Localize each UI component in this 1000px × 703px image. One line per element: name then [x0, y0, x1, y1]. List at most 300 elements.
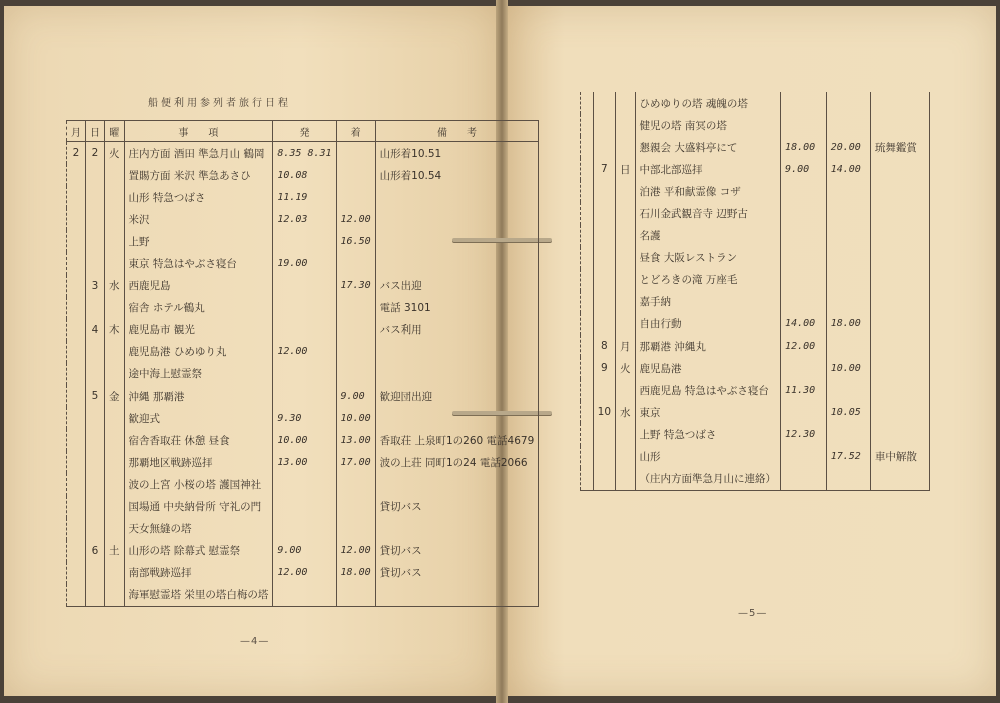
header-arrive: 着 — [336, 121, 375, 142]
cell-item: 名護 — [635, 225, 781, 247]
cell-item: 那覇港 沖縄丸 — [635, 335, 781, 357]
cell-arrive: 9.00 — [336, 385, 375, 407]
cell-weekday — [105, 518, 125, 540]
cell-month — [581, 335, 594, 357]
cell-month — [67, 496, 86, 518]
cell-note — [870, 335, 929, 357]
table-row — [581, 114, 930, 136]
cell-month — [67, 252, 86, 274]
header-item: 事 項 — [124, 121, 273, 142]
cell-depart — [781, 357, 827, 379]
cell-note — [870, 313, 929, 335]
table-row — [581, 379, 930, 401]
table-row — [67, 230, 539, 252]
cell-note: バス出迎 — [375, 275, 539, 297]
cell-arrive — [826, 335, 870, 357]
cell-arrive — [336, 164, 375, 186]
table-row — [581, 468, 930, 491]
cell-day — [593, 180, 615, 202]
table-row — [581, 313, 930, 335]
cell-note — [375, 473, 539, 495]
cell-arrive — [336, 496, 375, 518]
cell-item: 山形の塔 除幕式 慰霊祭 — [124, 540, 273, 562]
cell-arrive — [826, 225, 870, 247]
cell-depart — [273, 275, 336, 297]
cell-weekday — [616, 180, 636, 202]
cell-day — [593, 247, 615, 269]
cell-note — [870, 357, 929, 379]
cell-arrive — [826, 180, 870, 202]
cell-note: 貸切バス — [375, 540, 539, 562]
cell-arrive — [826, 468, 870, 491]
table-row — [581, 446, 930, 468]
cell-item: 那覇地区戦跡巡拝 — [124, 451, 273, 473]
cell-month — [67, 297, 86, 319]
table-row — [67, 252, 539, 274]
cell-item: 海軍慰霊塔 栄里の塔白梅の塔 — [124, 584, 273, 607]
cell-day — [593, 313, 615, 335]
cell-month — [67, 473, 86, 495]
cell-item: （庄内方面準急月山に連絡） — [635, 468, 781, 491]
cell-note: 電話 3101 — [375, 297, 539, 319]
cell-item: 歓迎式 — [124, 407, 273, 429]
cell-note — [870, 180, 929, 202]
cell-depart: 8.35 8.31 — [273, 142, 336, 165]
cell-weekday — [616, 269, 636, 291]
cell-weekday — [616, 202, 636, 224]
cell-month — [67, 341, 86, 363]
cell-item: 宿舎 ホテル鶴丸 — [124, 297, 273, 319]
table-row — [67, 319, 539, 341]
table-row — [67, 451, 539, 473]
cell-month — [581, 423, 594, 445]
cell-day — [593, 114, 615, 136]
cell-depart — [273, 297, 336, 319]
cell-month — [581, 247, 594, 269]
cell-item: 自由行動 — [635, 313, 781, 335]
cell-note — [375, 363, 539, 385]
cell-day: 5 — [86, 385, 105, 407]
cell-depart: 12.00 — [273, 341, 336, 363]
cell-depart: 12.30 — [781, 423, 827, 445]
cell-month — [67, 230, 86, 252]
page-number-right: —5— — [738, 608, 768, 619]
table-row — [67, 496, 539, 518]
cell-weekday — [105, 473, 125, 495]
right-schedule-table — [580, 92, 930, 491]
cell-item: 東京 — [635, 401, 781, 423]
table-row — [581, 158, 930, 180]
cell-depart — [781, 225, 827, 247]
cell-depart — [273, 385, 336, 407]
cell-month — [67, 407, 86, 429]
table-row — [67, 429, 539, 451]
cell-month — [67, 319, 86, 341]
cell-item: 泊港 平和献霊像 コザ — [635, 180, 781, 202]
cell-weekday — [616, 114, 636, 136]
cell-note — [870, 158, 929, 180]
cell-month — [67, 275, 86, 297]
cell-weekday — [616, 446, 636, 468]
cell-item: 南部戦跡巡拝 — [124, 562, 273, 584]
cell-depart: 10.00 — [273, 429, 336, 451]
cell-arrive: 17.00 — [336, 451, 375, 473]
table-row — [581, 291, 930, 313]
cell-item: 沖縄 那覇港 — [124, 385, 273, 407]
page-number-left: —4— — [240, 636, 270, 647]
cell-note: 波の上荘 同町1の24 電話2066 — [375, 451, 539, 473]
cell-note — [870, 225, 929, 247]
cell-item: 鹿児島港 — [635, 357, 781, 379]
cell-arrive — [336, 584, 375, 607]
cell-arrive: 17.30 — [336, 275, 375, 297]
table-row — [581, 202, 930, 224]
table-row — [581, 335, 930, 357]
table-row — [67, 186, 539, 208]
cell-day — [86, 164, 105, 186]
cell-day — [86, 429, 105, 451]
cell-day — [86, 341, 105, 363]
cell-note — [375, 252, 539, 274]
cell-arrive — [336, 297, 375, 319]
cell-item: 石川金武観音寺 辺野古 — [635, 202, 781, 224]
cell-depart: 12.00 — [781, 335, 827, 357]
cell-item: 米沢 — [124, 208, 273, 230]
table-row — [581, 136, 930, 158]
cell-day — [86, 451, 105, 473]
cell-item: 昼食 大阪レストラン — [635, 247, 781, 269]
cell-month — [67, 540, 86, 562]
cell-depart — [273, 319, 336, 341]
cell-month — [67, 584, 86, 607]
cell-weekday: 土 — [105, 540, 125, 562]
cell-depart: 10.08 — [273, 164, 336, 186]
cell-arrive — [336, 319, 375, 341]
cell-depart — [273, 584, 336, 607]
header-depart: 発 — [273, 121, 336, 142]
cell-weekday — [105, 429, 125, 451]
cell-month — [581, 136, 594, 158]
cell-day — [86, 297, 105, 319]
cell-month — [581, 401, 594, 423]
cell-item: 天女無縫の塔 — [124, 518, 273, 540]
cell-depart — [781, 291, 827, 313]
cell-day: 8 — [593, 335, 615, 357]
cell-day — [86, 208, 105, 230]
cell-note: 歓迎団出迎 — [375, 385, 539, 407]
cell-month — [67, 164, 86, 186]
cell-arrive — [336, 341, 375, 363]
cell-weekday — [616, 225, 636, 247]
cell-item: 山形 特急つばさ — [124, 186, 273, 208]
cell-weekday — [616, 468, 636, 491]
cell-arrive: 12.00 — [336, 540, 375, 562]
cell-depart: 19.00 — [273, 252, 336, 274]
cell-item: ひめゆりの塔 魂魄の塔 — [635, 92, 781, 114]
cell-month — [581, 180, 594, 202]
table-row — [67, 363, 539, 385]
cell-depart — [781, 269, 827, 291]
cell-weekday — [105, 252, 125, 274]
cell-day: 10 — [593, 401, 615, 423]
cell-arrive — [826, 114, 870, 136]
cell-arrive — [336, 518, 375, 540]
cell-note: 琉舞鑑賞 — [870, 136, 929, 158]
table-row — [581, 401, 930, 423]
cell-depart — [781, 114, 827, 136]
cell-item: 庄内方面 酒田 準急月山 鶴岡 — [124, 142, 273, 165]
table-row — [67, 385, 539, 407]
table-row — [581, 269, 930, 291]
cell-month — [67, 429, 86, 451]
cell-item: とどろきの滝 万座毛 — [635, 269, 781, 291]
cell-depart — [273, 518, 336, 540]
cell-depart: 14.00 — [781, 313, 827, 335]
cell-note — [870, 468, 929, 491]
cell-note — [870, 423, 929, 445]
cell-item: 鹿児島港 ひめゆり丸 — [124, 341, 273, 363]
cell-note — [375, 341, 539, 363]
cell-note: 香取荘 上泉町1の260 電話4679 — [375, 429, 539, 451]
cell-note — [375, 230, 539, 252]
cell-day — [86, 230, 105, 252]
cell-weekday: 火 — [105, 142, 125, 165]
cell-arrive — [826, 291, 870, 313]
cell-month — [67, 562, 86, 584]
cell-month — [581, 114, 594, 136]
cell-item: 東京 特急はやぶさ寝台 — [124, 252, 273, 274]
cell-weekday — [105, 186, 125, 208]
cell-day: 6 — [86, 540, 105, 562]
cell-month — [581, 291, 594, 313]
cell-day — [593, 423, 615, 445]
cell-arrive: 17.52 — [826, 446, 870, 468]
cell-depart — [781, 202, 827, 224]
cell-item: 懇親会 大盛料亭にて — [635, 136, 781, 158]
cell-note — [870, 401, 929, 423]
cell-day — [86, 518, 105, 540]
table-row — [67, 275, 539, 297]
cell-note: 山形着10.54 — [375, 164, 539, 186]
cell-day — [593, 92, 615, 114]
cell-item: 途中海上慰霊祭 — [124, 363, 273, 385]
cell-month — [67, 186, 86, 208]
cell-item: 上野 — [124, 230, 273, 252]
cell-weekday — [105, 208, 125, 230]
cell-weekday — [616, 423, 636, 445]
cell-day — [593, 446, 615, 468]
cell-weekday: 木 — [105, 319, 125, 341]
table-row — [67, 297, 539, 319]
cell-day: 3 — [86, 275, 105, 297]
table-row — [581, 247, 930, 269]
cell-month: 2 — [67, 142, 86, 165]
cell-note — [870, 114, 929, 136]
header-weekday: 曜 — [105, 121, 125, 142]
cell-depart: 12.03 — [273, 208, 336, 230]
cell-day — [86, 584, 105, 607]
cell-depart — [273, 230, 336, 252]
header-day: 日 — [86, 121, 105, 142]
cell-weekday — [616, 92, 636, 114]
cell-item: 国場通 中央納骨所 守礼の門 — [124, 496, 273, 518]
cell-arrive: 14.00 — [826, 158, 870, 180]
cell-arrive — [336, 186, 375, 208]
cell-month — [581, 379, 594, 401]
cell-arrive: 20.00 — [826, 136, 870, 158]
cell-note: 車中解散 — [870, 446, 929, 468]
table-row — [581, 92, 930, 114]
table-row — [67, 540, 539, 562]
cell-arrive: 18.00 — [336, 562, 375, 584]
cell-arrive: 12.00 — [336, 208, 375, 230]
cell-depart: 18.00 — [781, 136, 827, 158]
cell-note: 山形着10.51 — [375, 142, 539, 165]
cell-depart: 11.30 — [781, 379, 827, 401]
cell-arrive — [336, 473, 375, 495]
cell-weekday: 水 — [616, 401, 636, 423]
cell-depart — [781, 180, 827, 202]
cell-weekday: 月 — [616, 335, 636, 357]
table-row — [67, 584, 539, 607]
schedule-title: 船便利用参列者旅行日程 — [148, 98, 291, 109]
cell-arrive: 10.00 — [336, 407, 375, 429]
cell-arrive — [826, 423, 870, 445]
cell-note — [375, 518, 539, 540]
header-month: 月 — [67, 121, 86, 142]
cell-weekday — [616, 313, 636, 335]
cell-weekday — [105, 230, 125, 252]
cell-depart — [781, 401, 827, 423]
cell-arrive — [826, 202, 870, 224]
cell-month — [581, 357, 594, 379]
cell-weekday — [105, 363, 125, 385]
cell-arrive — [826, 247, 870, 269]
cell-arrive — [826, 379, 870, 401]
cell-depart: 9.30 — [273, 407, 336, 429]
cell-weekday: 水 — [105, 275, 125, 297]
cell-depart — [273, 473, 336, 495]
cell-note — [870, 269, 929, 291]
cell-weekday — [616, 136, 636, 158]
table-row — [67, 164, 539, 186]
cell-month — [581, 446, 594, 468]
cell-item: 西鹿児島 特急はやぶさ寝台 — [635, 379, 781, 401]
cell-note: 貸切バス — [375, 496, 539, 518]
cell-weekday — [105, 584, 125, 607]
cell-weekday — [616, 291, 636, 313]
cell-day — [593, 379, 615, 401]
cell-note — [870, 92, 929, 114]
cell-depart: 13.00 — [273, 451, 336, 473]
cell-item: 西鹿児島 — [124, 275, 273, 297]
cell-weekday: 日 — [616, 158, 636, 180]
cell-day — [86, 473, 105, 495]
cell-day: 4 — [86, 319, 105, 341]
cell-item: 健児の塔 南冥の塔 — [635, 114, 781, 136]
table-row — [581, 423, 930, 445]
cell-arrive: 13.00 — [336, 429, 375, 451]
cell-day — [86, 562, 105, 584]
table-header-row — [67, 121, 539, 142]
cell-weekday — [105, 496, 125, 518]
cell-note: 貸切バス — [375, 562, 539, 584]
cell-day — [86, 186, 105, 208]
cell-depart: 9.00 — [273, 540, 336, 562]
cell-note — [870, 379, 929, 401]
cell-arrive — [826, 92, 870, 114]
cell-day — [593, 291, 615, 313]
cell-note — [375, 584, 539, 607]
left-schedule-table — [66, 120, 539, 607]
cell-arrive — [826, 269, 870, 291]
cell-item: 上野 特急つばさ — [635, 423, 781, 445]
cell-day — [86, 363, 105, 385]
table-row — [67, 142, 539, 165]
header-notes: 備 考 — [375, 121, 539, 142]
cell-arrive: 18.00 — [826, 313, 870, 335]
cell-day — [593, 468, 615, 491]
cell-month — [581, 313, 594, 335]
cell-item: 中部北部巡拝 — [635, 158, 781, 180]
cell-day — [86, 252, 105, 274]
cell-depart — [273, 363, 336, 385]
cell-depart: 12.00 — [273, 562, 336, 584]
cell-weekday: 火 — [616, 357, 636, 379]
cell-depart — [273, 496, 336, 518]
cell-item: 鹿児島市 観光 — [124, 319, 273, 341]
cell-arrive — [336, 252, 375, 274]
cell-month — [581, 158, 594, 180]
cell-note — [375, 208, 539, 230]
cell-day — [593, 136, 615, 158]
cell-month — [581, 92, 594, 114]
cell-weekday — [105, 407, 125, 429]
table-row — [581, 225, 930, 247]
cell-day — [86, 496, 105, 518]
cell-month — [67, 518, 86, 540]
cell-arrive: 16.50 — [336, 230, 375, 252]
cell-day — [593, 202, 615, 224]
cell-depart: 9.00 — [781, 158, 827, 180]
cell-month — [67, 208, 86, 230]
cell-depart — [781, 468, 827, 491]
cell-depart — [781, 247, 827, 269]
cell-weekday: 金 — [105, 385, 125, 407]
cell-item: 波の上宮 小桜の塔 護国神社 — [124, 473, 273, 495]
cell-day: 7 — [593, 158, 615, 180]
table-row — [67, 407, 539, 429]
cell-note — [375, 407, 539, 429]
cell-item: 山形 — [635, 446, 781, 468]
cell-arrive: 10.00 — [826, 357, 870, 379]
cell-month — [581, 225, 594, 247]
table-row — [581, 357, 930, 379]
cell-depart — [781, 446, 827, 468]
cell-month — [581, 202, 594, 224]
cell-day: 9 — [593, 357, 615, 379]
cell-month — [67, 385, 86, 407]
cell-weekday — [105, 341, 125, 363]
cell-arrive: 10.05 — [826, 401, 870, 423]
table-row — [67, 562, 539, 584]
cell-day: 2 — [86, 142, 105, 165]
cell-depart — [781, 92, 827, 114]
cell-item: 宿舎香取荘 休憩 昼食 — [124, 429, 273, 451]
table-row — [67, 473, 539, 495]
cell-arrive — [336, 363, 375, 385]
cell-note — [870, 202, 929, 224]
